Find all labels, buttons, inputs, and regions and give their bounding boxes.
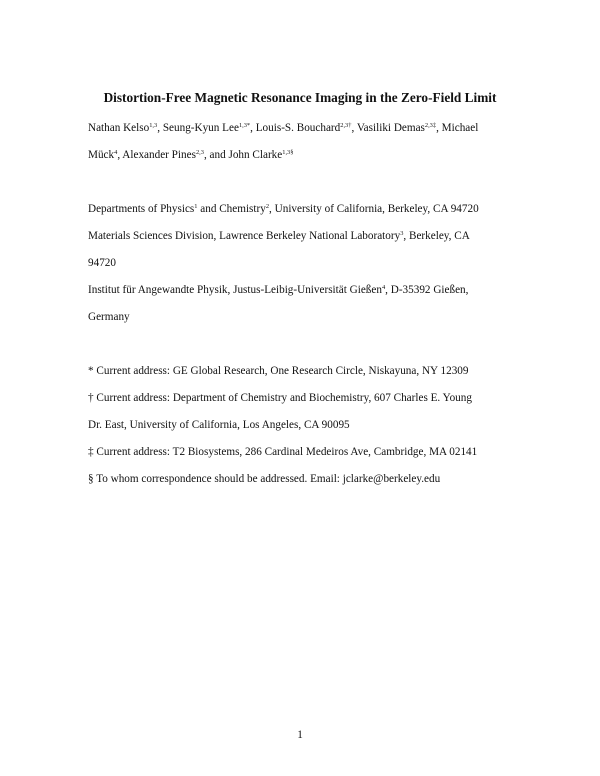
affiliation-marker: 2 (265, 203, 270, 210)
author-separator: , (250, 122, 256, 134)
author-affiliation-marker: 2,3 (195, 149, 204, 156)
note-current-address-bouchard: † Current address: Department of Chemistry and Biochemistry, 607 Charles E. Young (88, 392, 472, 404)
author-separator: , (117, 149, 123, 161)
author-separator: , and (203, 149, 229, 161)
affiliation-text: Departments of Physics (88, 203, 195, 215)
page-number: 1 (297, 729, 303, 741)
author-affiliation-marker: 1,3* (238, 122, 251, 129)
affiliation-text: Institut für Angewandte Physik, Justus-Leibig-Universität Gießen (88, 284, 382, 296)
author-affiliation-marker: 2,3‡ (424, 122, 437, 129)
affiliation-text: Materials Sciences Division, Lawrence Berkeley National Laboratory (88, 230, 401, 242)
author-name: Seung-Kyun Lee (162, 122, 239, 134)
author-affiliation-marker: 4 (114, 149, 118, 156)
affiliation-line-5: Germany (88, 311, 130, 323)
author-line-1 (88, 121, 478, 135)
author-affiliation-marker: 2,3† (340, 122, 352, 129)
affiliation-marker: 1 (194, 203, 198, 210)
author-name-second: Mück (88, 149, 115, 161)
affiliation-text: and Chemistry (197, 203, 266, 215)
note-current-address-bouchard-cont: Dr. East, University of California, Los Angeles, CA 90095 (88, 419, 350, 431)
affiliation-line-4 (88, 283, 468, 297)
paper-title: Distortion-Free Magnetic Resonance Imaging in the Zero-Field Limit (103, 90, 497, 105)
affiliation-line-1 (88, 202, 479, 216)
note-current-address-lee: * Current address: GE Global Research, One Research Circle, Niskayuna, NY 12309 (88, 365, 469, 377)
author-affiliation-marker: 1,3 (149, 122, 158, 129)
author-name-first: Michael (441, 122, 479, 134)
author-name: John Clarke (228, 149, 283, 161)
affiliation-text: , D-35392 Gießen, (385, 284, 469, 296)
affiliation-line-2 (88, 229, 470, 243)
author-separator: , (436, 122, 442, 134)
affiliation-text: , University of California, Berkeley, CA 94720 (269, 203, 479, 215)
affiliation-text: , Berkeley, CA (403, 230, 470, 242)
author-separator: , (157, 122, 163, 134)
author-name: Nathan Kelso (88, 122, 150, 134)
author-affiliation-marker: 1,3§ (282, 149, 294, 156)
note-current-address-demas: ‡ Current address: T2 Biosystems, 286 Cardinal Medeiros Ave, Cambridge, MA 02141 (88, 446, 478, 458)
author-name: Vasiliki Demas (356, 122, 425, 134)
note-correspondence: § To whom correspondence should be addressed. Email: jclarke@berkeley.edu (88, 473, 441, 485)
author-name: Alexander Pines (122, 149, 196, 161)
affiliation-marker: 4 (381, 284, 386, 291)
affiliation-marker: 3 (400, 230, 404, 237)
author-name: Louis-S. Bouchard (255, 122, 341, 134)
author-separator: , (351, 122, 357, 134)
author-line-2 (88, 148, 293, 162)
affiliation-line-3: 94720 (88, 257, 116, 269)
